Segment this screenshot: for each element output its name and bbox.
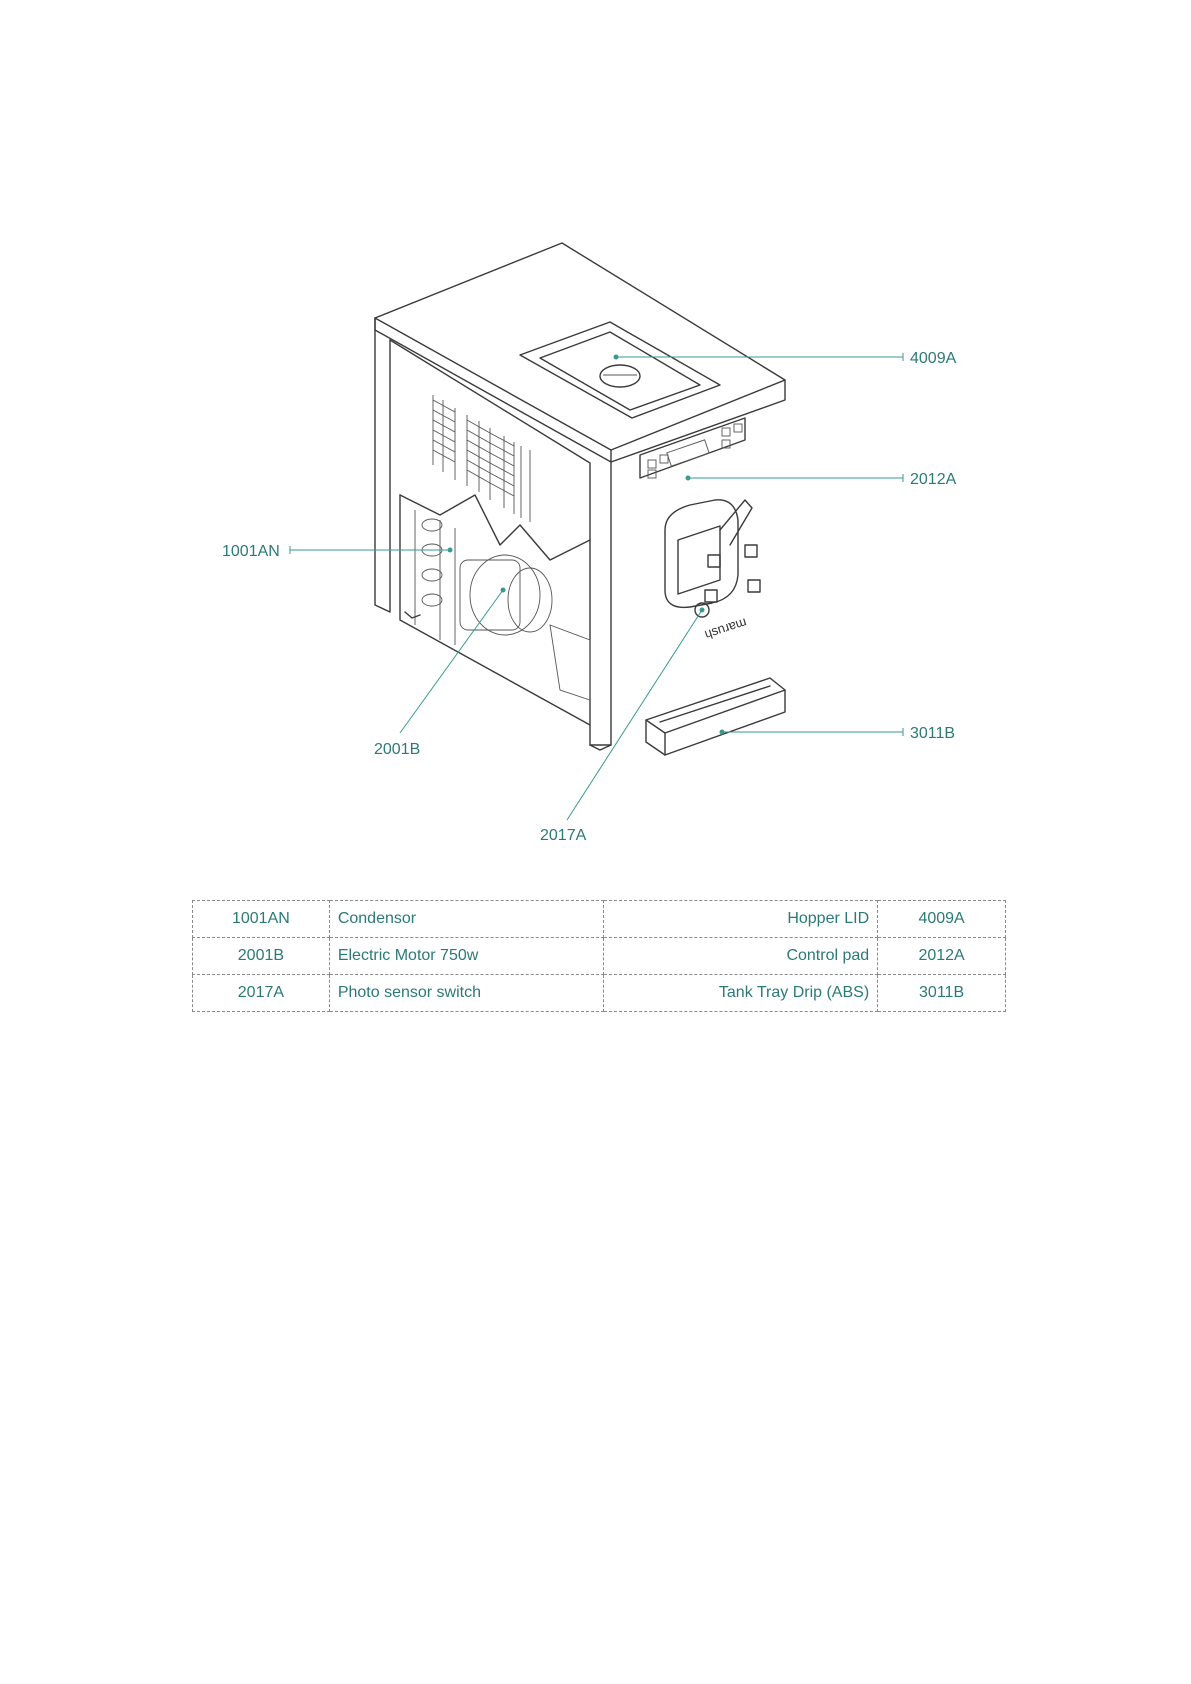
part-description: Photo sensor switch (329, 975, 604, 1012)
part-description: Control pad (604, 938, 878, 975)
callout-2017A (540, 608, 705, 845)
part-code: 2001B (193, 938, 330, 975)
dispenser (665, 500, 760, 641)
machine-illustration (375, 243, 785, 755)
brand-text: ɥsnɹɐɯ (702, 613, 749, 641)
vent-grilles (433, 395, 530, 522)
table-row (193, 975, 1006, 1012)
callout-3011B (720, 725, 956, 742)
table-row (193, 901, 1006, 938)
part-description: Electric Motor 750w (329, 938, 604, 975)
table-row (193, 938, 1006, 975)
part-description: Hopper LID (604, 901, 878, 938)
part-code: 1001AN (193, 901, 330, 938)
callout-2012A (686, 471, 957, 488)
internal-components (400, 495, 590, 725)
drip-tray (646, 678, 785, 755)
parts-table (192, 900, 1006, 1012)
part-code: 2017A (193, 975, 330, 1012)
part-code: 3011B (878, 975, 1006, 1012)
control-pad (640, 418, 745, 478)
callout-label-3011B: 3011B (910, 725, 956, 742)
part-code: 2012A (878, 938, 1006, 975)
callout-label-4009A: 4009A (910, 350, 957, 367)
callout-label-2012A: 2012A (910, 471, 957, 488)
part-code: 4009A (878, 901, 1006, 938)
callout-1001AN (222, 543, 453, 560)
callout-label-2017A: 2017A (540, 827, 587, 844)
part-description: Tank Tray Drip (ABS) (604, 975, 878, 1012)
hopper (520, 322, 720, 418)
callout-label-2001B: 2001B (374, 741, 421, 758)
callout-label-1001AN: 1001AN (222, 543, 280, 560)
part-description: Condensor (329, 901, 604, 938)
